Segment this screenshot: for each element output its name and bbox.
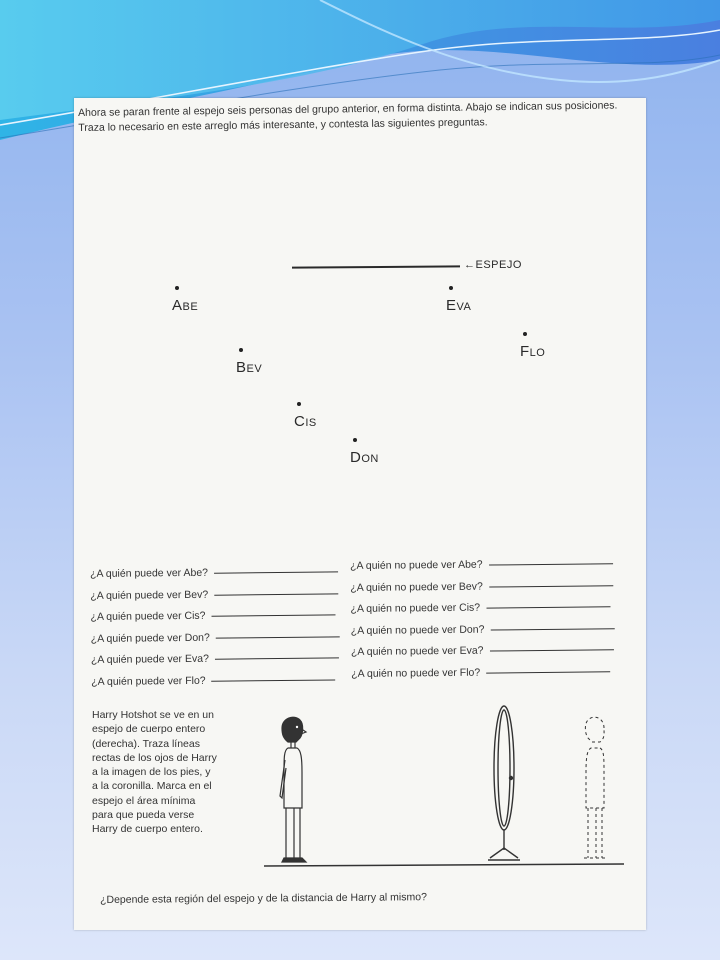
mirror-line [292,265,460,268]
person-name: Don [350,449,379,466]
answer-blank[interactable] [216,636,340,638]
intro-paragraph: Ahora se paran frente al espejo seis personas del grupo anterior, en forma distinta. Abajo se indican sus posiciones. Traza lo necesario en este arreglo más interesante, y contesta las siguientes preguntas. [78,99,618,134]
question-row [91,630,340,654]
question-row [91,651,340,675]
question-row [90,565,339,589]
question-row [350,557,614,581]
position-dot [239,348,243,352]
position-dot [297,402,301,406]
question-row [350,600,614,624]
answer-blank[interactable] [215,657,339,659]
answer-blank[interactable] [212,679,336,681]
answer-blank[interactable] [214,593,338,595]
harry-mirror-illustration [264,698,624,878]
question-text: ¿A quién puede ver Flo? [91,674,206,688]
question-row [351,665,615,689]
answer-blank[interactable] [489,585,613,587]
worksheet-page [74,98,646,930]
person-name: Eva [446,297,472,314]
question-text: ¿A quién no puede ver Cis? [350,601,481,615]
question-text: ¿A quién puede ver Cis? [90,609,206,623]
harry-reflection [584,717,606,858]
answer-blank[interactable] [214,571,338,573]
full-length-mirror [488,706,520,860]
harry-figure [280,717,306,862]
position-dot [175,286,179,290]
position-dot [353,438,357,442]
question-text: ¿A quién no puede ver Don? [350,623,485,637]
person-name: Abe [172,297,199,314]
answer-blank[interactable] [490,628,614,630]
question-row [350,579,614,603]
question-text: ¿A quién puede ver Abe? [90,566,209,580]
question-text: ¿A quién no puede ver Bev? [350,580,483,594]
question-text: ¿A quién puede ver Bev? [90,588,209,602]
question-row [351,622,615,646]
question-text: ¿A quién no puede ver Eva? [350,644,484,658]
question-row [90,587,339,611]
question-text: ¿A quién puede ver Don? [90,631,210,645]
answer-blank[interactable] [489,563,613,565]
answer-blank[interactable] [486,671,610,673]
questions-cannot-see [350,557,615,689]
mirror-label: ←ESPEJO [464,259,522,271]
question-row [351,643,615,667]
person-name: Cis [294,413,317,430]
question-row [91,673,340,697]
question-text: ¿A quién puede ver Eva? [90,652,209,666]
harry-question: ¿Depende esta región del espejo y de la distancia de Harry al mismo? [100,891,427,906]
person-name: Bev [236,359,263,376]
answer-blank[interactable] [489,649,613,651]
question-row [90,608,339,632]
floor-line [264,864,624,866]
question-text: ¿A quién no puede ver Flo? [351,666,481,680]
questions-can-see [90,565,340,697]
question-text: ¿A quién no puede ver Abe? [350,558,483,572]
position-dot [449,286,453,290]
position-dot [523,332,527,336]
answer-blank[interactable] [486,606,610,608]
person-name: Flo [520,343,546,360]
answer-blank[interactable] [212,614,336,616]
harry-instructions: Harry Hotshot se ve en un espejo de cuerpo entero (derecha). Traza líneas rectas de los ojos de Harry a la imagen de los pies, y a la coronilla. Marca en el espejo el área mínima para que pueda verse Harry de cuerpo entero. [92,709,217,836]
